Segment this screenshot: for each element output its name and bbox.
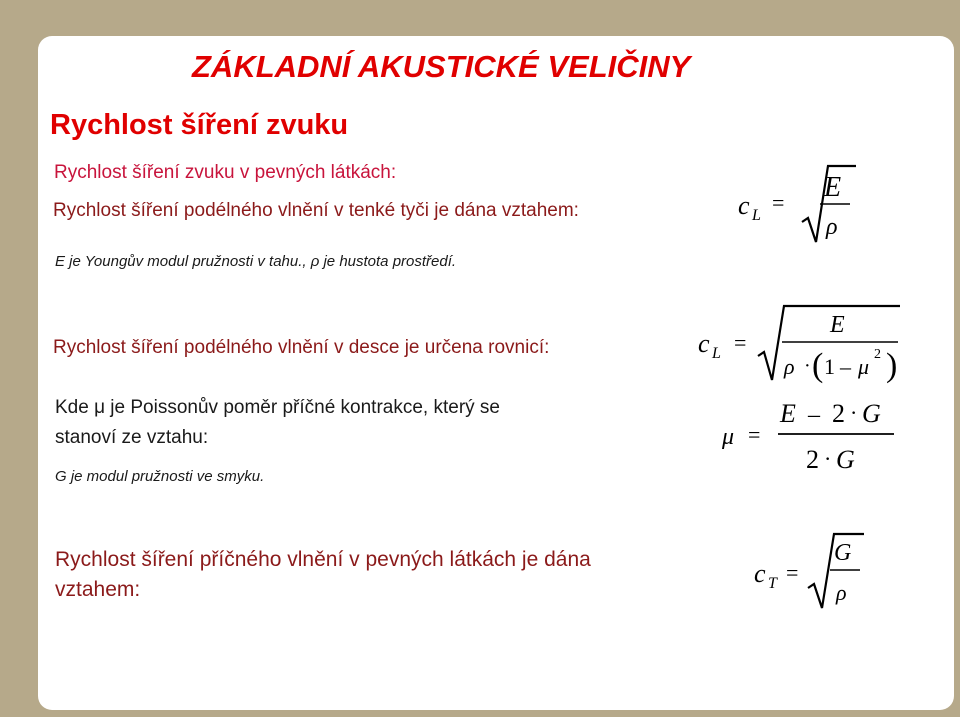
formula-poisson-G-top: G — [862, 399, 881, 428]
formula-transverse-sub: T — [768, 575, 777, 592]
formula-poisson-minus: – — [808, 402, 820, 428]
formula-transverse-den: ρ — [836, 580, 847, 605]
plate-text: Rychlost šíření podélného vlnění v desce je určena rovnicí: — [53, 337, 550, 358]
formula-plate-num: E — [830, 312, 845, 338]
formula-plate-mu: μ — [858, 354, 870, 379]
slide-subtitle: Rychlost šíření zvuku — [50, 109, 349, 141]
formula-rod-lhs: c — [738, 191, 750, 220]
formula-plate-eq: = — [734, 330, 747, 355]
slide-title: ZÁKLADNÍ AKUSTICKÉ VELIČINY — [192, 49, 691, 84]
formula-plate-one: 1 — [824, 354, 835, 379]
formula-plate — [692, 300, 904, 388]
formula-transverse-lhs: c — [754, 559, 766, 588]
formula-plate-lparen: ( — [812, 347, 824, 384]
section-heading-solids: Rychlost šíření zvuku v pevných látkách: — [54, 162, 397, 183]
formula-plate-exp: 2 — [874, 347, 881, 362]
formula-rod-eq: = — [772, 190, 785, 215]
formula-poisson-G-bottom: G — [836, 445, 855, 474]
formula-rod-sub: L — [752, 207, 761, 224]
formula-plate-rparen: ) — [886, 347, 898, 384]
formula-rod-den: ρ — [826, 214, 838, 240]
formula-poisson-two-bottom: 2 — [806, 445, 819, 474]
shear-note: G je modul pružnosti ve smyku. — [55, 468, 265, 485]
rod-note: E je Youngův modul pružnosti v tahu., ρ je hustota prostředí. — [55, 253, 457, 270]
formula-poisson — [716, 394, 900, 480]
formula-poisson-dot-top: · — [850, 400, 858, 425]
transverse-text-line2: vztahem: — [55, 578, 141, 601]
formula-transverse-num: G — [834, 540, 852, 566]
formula-poisson-mu: μ — [722, 424, 735, 450]
formula-plate-sub: L — [712, 345, 721, 362]
formula-poisson-eq: = — [748, 422, 761, 447]
formula-poisson-dot-bottom: · — [824, 446, 832, 471]
formula-plate-lhs: c — [698, 329, 710, 358]
poisson-text-line2: stanoví ze vztahu: — [55, 427, 209, 448]
formula-poisson-two-top: 2 — [832, 399, 845, 428]
formula-plate-rho: ρ — [784, 354, 795, 379]
formula-rod-num: E — [824, 172, 842, 203]
formula-transverse — [748, 528, 872, 612]
formula-plate-dot: · — [804, 355, 811, 377]
transverse-text-line1: Rychlost šíření příčného vlnění v pevných látkách je dána — [55, 548, 591, 571]
formula-plate-minus: – — [840, 354, 851, 379]
formula-poisson-E: E — [780, 399, 796, 428]
formula-rod — [732, 160, 862, 252]
rod-text: Rychlost šíření podélného vlnění v tenké tyči je dána vztahem: — [53, 200, 579, 221]
poisson-text-line1: Kde μ je Poissonův poměr příčné kontrakce, který se — [55, 397, 500, 418]
formula-transverse-eq: = — [786, 560, 799, 585]
